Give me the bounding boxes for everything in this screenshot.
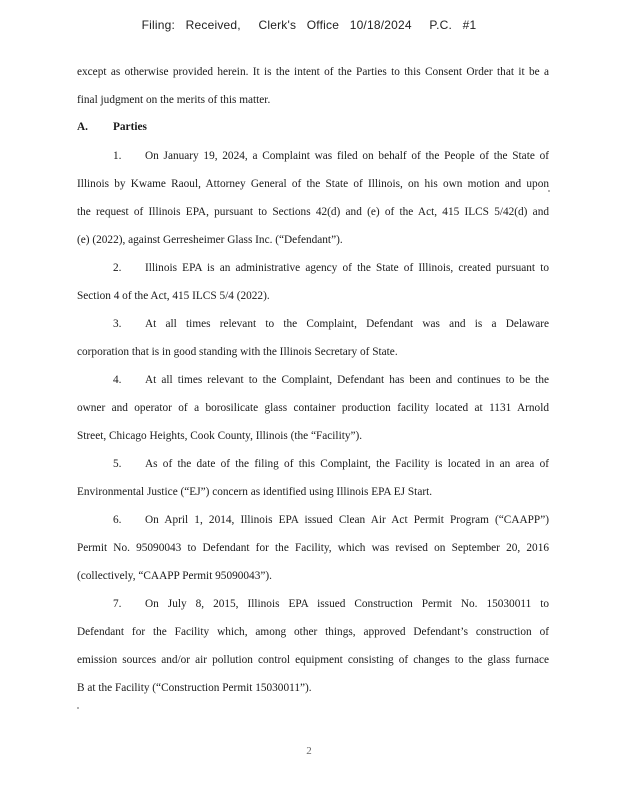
paragraph-7-line: 7. On July 8, 2015, Illinois EPA issued Construction Permit No. 15030011 to [113, 598, 549, 610]
paragraph-number: 4. [113, 374, 122, 386]
paragraph-line: Defendant for the Facility which, among other things, approved Defendant’s construction of [77, 626, 549, 638]
paragraph-6-line: 6. On April 1, 2014, Illinois EPA issued Clean Air Act Permit Program (“CAAPP”) [113, 514, 549, 526]
paragraph-number: 6. [113, 514, 122, 526]
paragraph-number: 2. [113, 262, 122, 274]
paragraph-3-line: 3. At all times relevant to the Complaint, Defendant was and is a Delaware [113, 318, 549, 330]
paragraph-line: Section 4 of the Act, 415 ILCS 5/4 (2022). [77, 290, 270, 302]
paragraph-line: the request of Illinois EPA, pursuant to Sections 42(d) and (e) of the Act, 415 ILCS 5/42(d) and [77, 206, 549, 218]
paragraph-1-line: 1. On January 19, 2024, a Complaint was filed on behalf of the People of the State of [113, 150, 549, 162]
intro-line: except as otherwise provided herein. It is the intent of the Parties to this Consent Order that it be a [77, 66, 549, 78]
paragraph-line: (e) (2022), against Gerresheimer Glass Inc. (“Defendant”). [77, 234, 343, 246]
page-number: 2 [306, 745, 312, 757]
filing-stamp: Filing: Received, Clerk's Office 10/18/2024 P.C. #1 [141, 18, 477, 32]
paragraph-line: Environmental Justice (“EJ”) concern as identified using Illinois EPA EJ Start. [77, 486, 433, 498]
section-letter: A. [77, 121, 88, 133]
paragraph-5-line: 5. As of the date of the filing of this Complaint, the Facility is located in an area of [113, 458, 549, 470]
paragraph-number: 7. [113, 598, 122, 610]
paragraph-line: Illinois by Kwame Raoul, Attorney General of the State of Illinois, on his own motion and upon [77, 178, 549, 190]
paragraph-2-line: 2. Illinois EPA is an administrative agency of the State of Illinois, created pursuant to [113, 262, 549, 274]
paragraph-number: 5. [113, 458, 122, 470]
paragraph-4-line: 4. At all times relevant to the Complaint, Defendant has been and continues to be the [113, 374, 549, 386]
paragraph-line: owner and operator of a borosilicate glass container production facility located at 1131 Arnold [77, 402, 549, 414]
paragraph-number: 3. [113, 318, 122, 330]
paragraph-line: emission sources and/or air pollution control equipment consisting of changes to the glass furnace [77, 654, 549, 666]
section-title: Parties [113, 121, 147, 133]
section-heading [77, 121, 147, 133]
paragraph-line: B at the Facility (“Construction Permit 15030011”). [77, 682, 312, 694]
paragraph-line: corporation that is in good standing with the Illinois Secretary of State. [77, 346, 398, 358]
scan-speck [548, 190, 550, 192]
paragraph-line: Permit No. 95090043 to Defendant for the Facility, which was revised on September 20, 2016 [77, 542, 549, 554]
paragraph-number: 1. [113, 150, 122, 162]
scan-speck [77, 707, 79, 709]
paragraph-line: (collectively, “CAAPP Permit 95090043”). [77, 570, 272, 582]
paragraph-line: Street, Chicago Heights, Cook County, Illinois (the “Facility”). [77, 430, 363, 442]
intro-line: final judgment on the merits of this matter. [77, 94, 271, 106]
